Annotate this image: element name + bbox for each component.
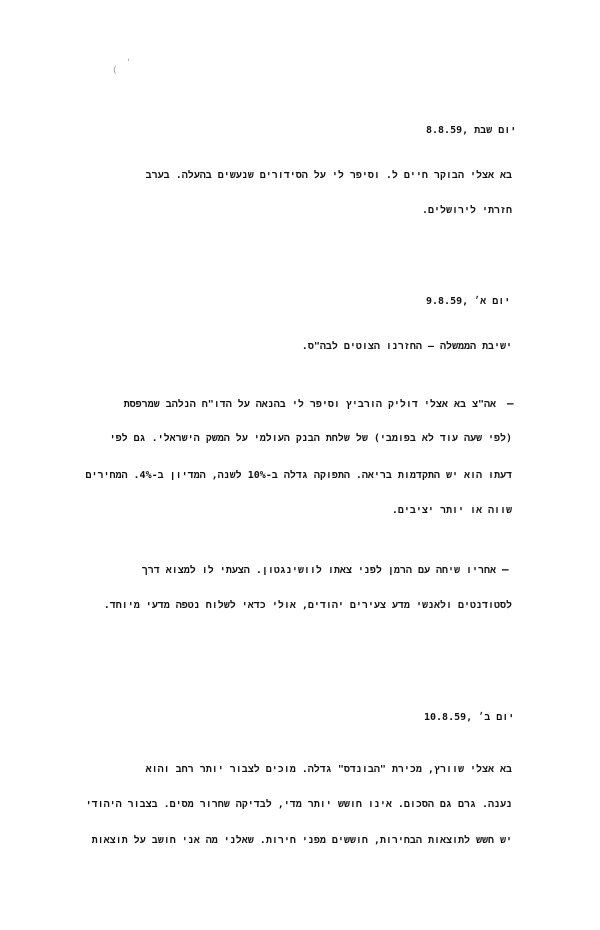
entry-text-line: אה"צ בא אצלי דוליק הורביץ וסיפר לי בהנאה על הדו"ח הנלהב שמרפסת — [123, 399, 496, 410]
entry-date: 10.8.59, יום ב׳ — [424, 712, 515, 723]
entry-text-line: לסטודנטים ולאנשי מדע צעירים יהודים, אולי כדאי לשלוח נטפה מדעי מיוחד. — [103, 600, 512, 611]
bullet-dash: – — [502, 563, 509, 576]
entry-date: 9.8.59, יום א׳ — [426, 296, 511, 307]
entry-text-line: נענה. גרם גם הסכום. אינו חושש יותר מדי, לבדיקה שחרור מסים. בצבור היהודי — [85, 799, 512, 810]
entry-text-line: ישיבת הממשלה – החזרנו הצוטים לבה"ס. — [301, 341, 512, 352]
scan-speck-mark: ' — [126, 58, 132, 68]
entry-text-line: אחריו שיחה עם הרמן לפני צאתו לוושינגטון. הצעתי לו למצוא דרך — [141, 565, 496, 576]
entry-text-line: חזרתי לירושלים. — [421, 205, 512, 216]
entry-text-line: דעתו הוא יש התקדמות בריאה. התפוקה גדלה ב-10% לשנה, המדיון ב-4%. המחירים — [85, 470, 512, 481]
entry-text-line: בא אצלי הבוקר חיים ל. וסיפר לי על הסידורים שנעשים בהעלה. בערב — [145, 170, 512, 181]
scan-speck-mark: ( — [112, 66, 118, 76]
entry-text-line: שווה או יותר יציבים. — [391, 505, 512, 516]
bullet-dash: – — [507, 397, 514, 410]
entry-text-line: יש חשש לתוצאות הבחירות, חוששים מפני חירות. שאלני מה אני חושב על תוצאות — [91, 835, 512, 846]
entry-text-line: (לפי שעה עוד לא בפומבי) של שלחת הבנק העולמי על המשק הישראלי. גם לפי — [109, 433, 512, 444]
entry-text-line: בא אצלי שוורץ, מכירת "הבונדס" גדלה. מוכים לצבור יותר רחב והוא — [145, 764, 512, 775]
entry-date: 8.8.59, יום שבת — [426, 125, 517, 136]
